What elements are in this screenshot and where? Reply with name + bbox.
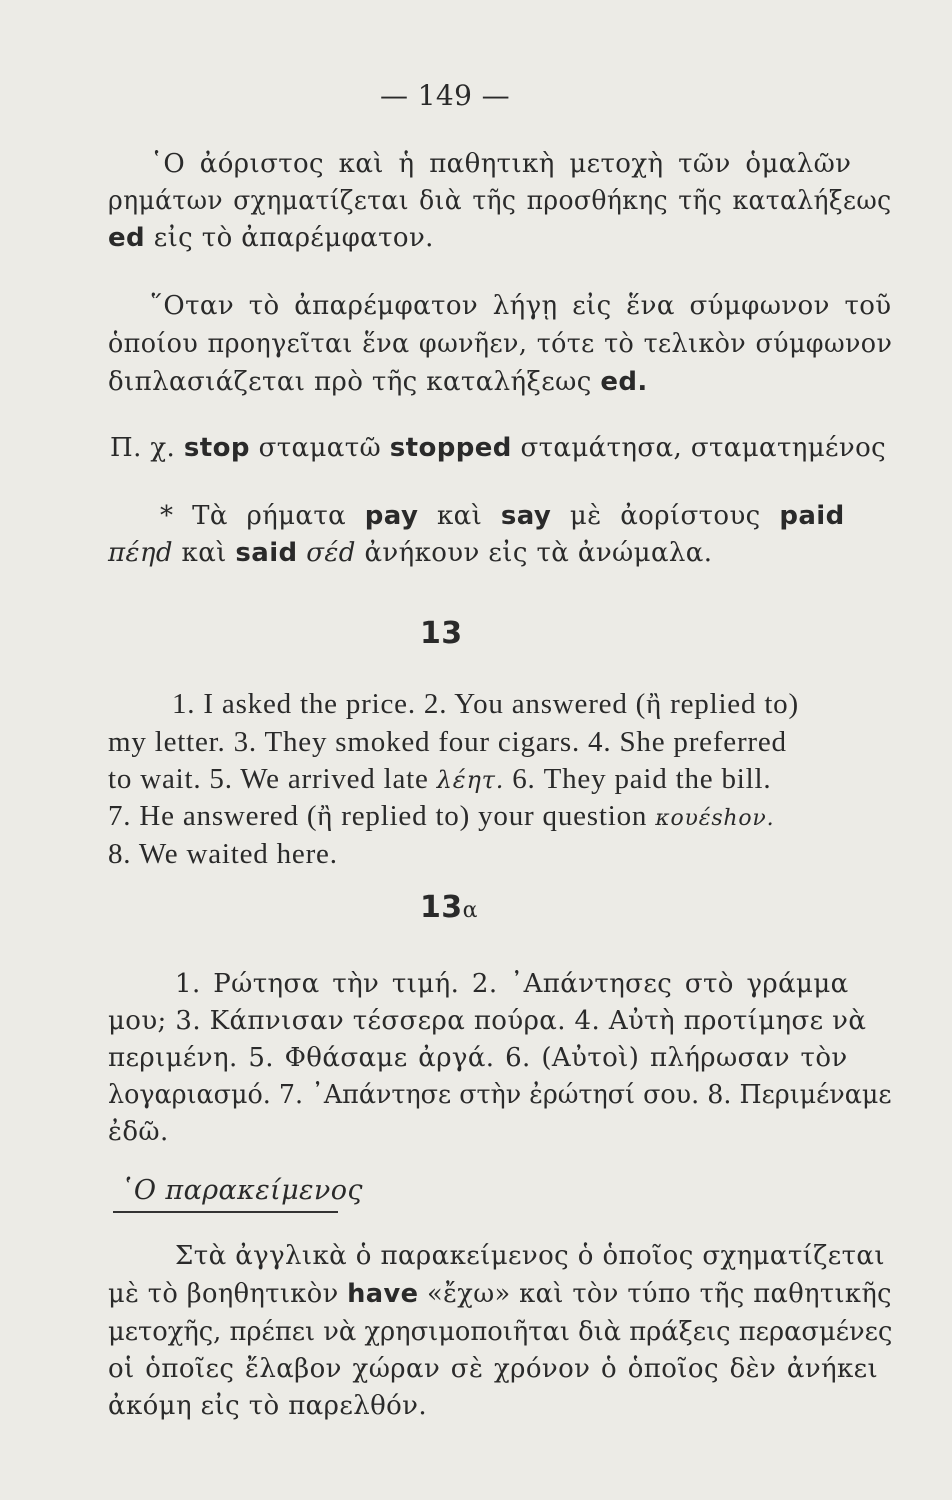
section-13a-heading <box>420 892 478 927</box>
pron-late: λέητ. <box>436 766 505 794</box>
exercise13a-line1: 1. Ρώτησα τὴν τιμή. 2. ᾿Απάντησες στὸ γράμμα <box>175 969 849 999</box>
section-13a-letter: α <box>462 898 478 923</box>
perfect-line3: μετοχῆς, πρέπει νὰ χρησιμοποιῆται διὰ πράξεις περασμένες <box>108 1317 893 1347</box>
perfect-line4: οἱ ὁποῖες ἔλαβον χώραν σὲ χρόνον ὁ ὁποῖος δὲν ἀνήκει <box>108 1354 879 1384</box>
para2-line3-text: διπλασιάζεται πρὸ τῆς καταλήξεως <box>108 367 592 397</box>
example-stop: stop <box>183 433 250 463</box>
example-stopped-gloss: σταμάτησα, σταματημένος <box>520 433 887 463</box>
perfect-line1: Στὰ ἀγγλικὰ ὁ παρακείμενος ὁ ὁποῖος σχηματίζεται <box>175 1241 885 1271</box>
perfect-line2-text: μὲ τὸ βοηθητικὸν <box>108 1279 339 1309</box>
exercise13-line1: 1. I asked the price. 2. You answered (ἢ replied to) <box>172 688 799 720</box>
note-said: said <box>235 538 298 568</box>
note-star: * <box>160 501 174 531</box>
para1-line3-text: εἰς τὸ ἀπαρέμφατον. <box>153 223 434 253</box>
note-line1 <box>160 500 845 532</box>
pron-question: κουέshoν. <box>655 806 775 831</box>
note-text3: μὲ ἀορίστους <box>569 501 761 531</box>
exercise13-line5: 8. We waited here. <box>108 838 338 870</box>
para2-line2: ὁποίου προηγεῖται ἕνα φωνῆεν, τότε τὸ τελικὸν σύμφωνον <box>108 329 893 359</box>
exercise13-line2: my letter. 3. They smoked four cigars. 4. She preferred <box>108 726 787 758</box>
suffix-ed: ed <box>108 223 146 253</box>
para2-line1: ῞Οταν τὸ ἀπαρέμφατον λήγῃ εἰς ἕνα σύμφωνον τοῦ <box>150 291 892 321</box>
exercise13-line3 <box>108 763 771 796</box>
exercise13-line3-text: to wait. 5. We arrived late <box>108 763 429 795</box>
note-text5: ἀνήκουν εἰς τὰ ἀνώμαλα. <box>364 538 713 568</box>
note-text1: Τὰ ρήματα <box>192 501 347 531</box>
para1-line3 <box>108 222 434 254</box>
para1-line2: ρημάτων σχηματίζεται διὰ τῆς προσθήκης τῆς καταλήξεως <box>108 186 892 216</box>
title-underline <box>113 1211 338 1213</box>
section-13-heading: 13 <box>420 616 463 651</box>
perfect-line2-rest: «ἔχω» καὶ τὸν τύπο τῆς παθητικῆς <box>427 1279 892 1309</box>
note-pron-paid: πέηd <box>108 538 173 568</box>
note-line2 <box>108 537 712 569</box>
para1-line1: ῾Ο ἀόριστος καὶ ἡ παθητικὴ μετοχὴ τῶν ὁμαλῶν <box>150 149 852 179</box>
exercise13a-line5: ἐδῶ. <box>108 1117 169 1147</box>
example-stopped: stopped <box>389 433 512 463</box>
para2-line3 <box>108 366 648 398</box>
page-number: — 149 — <box>380 79 511 112</box>
section-title-perfect: ῾Ο παρακείμενος <box>120 1175 363 1206</box>
exercise13a-line4: λογαριασμό. 7. ᾿Απάντησε στὴν ἐρώτησί σου. 8. Περιμέναμε <box>108 1080 892 1110</box>
perfect-line2 <box>108 1278 892 1310</box>
exercise13-line4-text: 7. He answered (ἢ replied to) your question <box>108 800 648 832</box>
exercise13a-line3: περιμένη. 5. Φθάσαμε ἀργά. 6. (Αὐτοὶ) πλήρωσαν τὸν <box>108 1043 848 1073</box>
note-paid: paid <box>779 501 845 531</box>
example-line <box>110 432 886 464</box>
perfect-line5: ἀκόμη εἰς τὸ παρελθόν. <box>108 1391 428 1421</box>
note-text2: καὶ <box>436 501 483 531</box>
note-text4: καὶ <box>181 538 227 568</box>
suffix-ed-2: ed. <box>600 367 648 397</box>
note-say: say <box>500 501 552 531</box>
word-have: have <box>347 1279 419 1309</box>
section-13a-number: 13 <box>420 890 463 925</box>
exercise13a-line2: μου; 3. Κάπνισαν τέσσερα πούρα. 4. Αὐτὴ προτίμησε νὰ <box>108 1006 867 1036</box>
note-pron-said: σέd <box>306 538 356 568</box>
exercise13-line3-rest: 6. They paid the bill. <box>512 763 772 795</box>
note-pay: pay <box>364 501 419 531</box>
example-prefix: Π. χ. <box>110 433 176 463</box>
example-stop-gloss: σταματῶ <box>258 433 382 463</box>
exercise13-line4 <box>108 800 774 835</box>
